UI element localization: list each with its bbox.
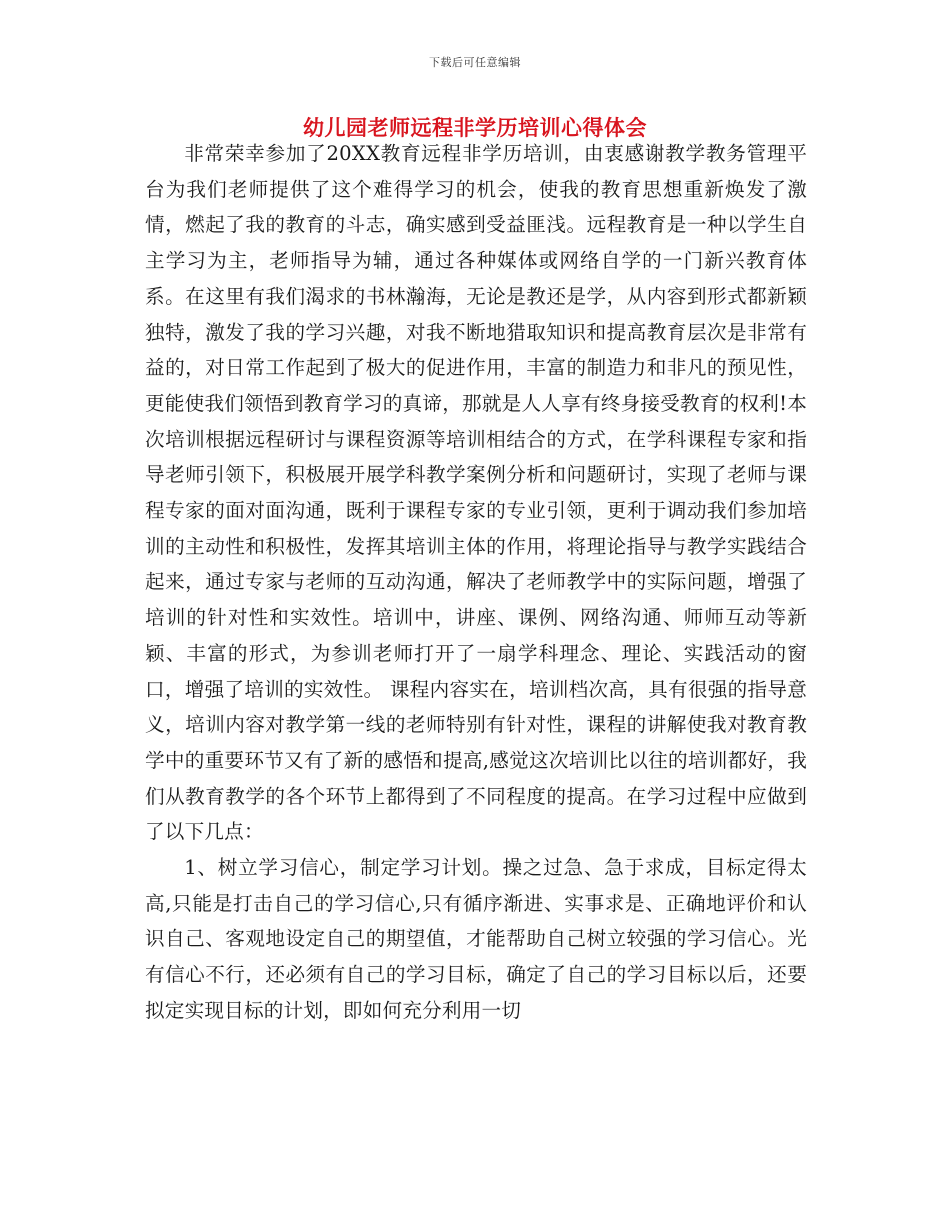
document-title: 幼儿园老师远程非学历培训心得体会 xyxy=(303,115,647,140)
paragraph-point-1: 1、树立学习信心，制定学习计划。操之过急、急于求成，目标定得太高,只能是打击自己的学习信心,只有循序渐进、实事求是、正确地评价和认识自己、客观地设定自己的期望值，才能帮助自己树立较强的学习信心。光有信心不行，还必须有自己的学习目标，确定了自己的学习目标以后，还要拟定实现目标的计划，即如何充分利用一切 xyxy=(145,856,807,1022)
header-note: 下载后可任意编辑 xyxy=(429,56,521,69)
paragraph-intro: 非常荣幸参加了20XX教育远程非学历培训，由衷感谢教学教务管理平台为我们老师提供了这个难得学习的机会，使我的教育思想重新焕发了激情，燃起了我的教育的斗志，确实感到受益匪浅。远程教育是一种以学生自主学习为主，老师指导为辅，通过各种媒体或网络自学的一门新兴教育体系。在这里有我们渴求的书林瀚海，无论是教还是学，从内容到形式都新颖独特，激发了我的学习兴趣，对我不断地猎取知识和提高教育层次是非常有益的，对日常工作起到了极大的促进作用，丰富的制造力和非凡的预见性，更能使我们领悟到教育学习的真谛，那就是人人享有终身接受教育的权利!本次培训根据远程研讨与课程资源等培训相结合的方式，在学科课程专家和指导老师引领下，积极展开展学科教学案例分析和问题研讨，实现了老师与课程专家的面对面沟通，既利于课程专家的专业引领，更利于调动我们参加培训的主动性和积极性，发挥其培训主体的作用，将理论指导与教学实践结合起来，通过专家与老师的互动沟通，解决了老师教学中的实际问题，增强了培训的针对性和实效性。培训中，讲座、课例、网络沟通、师师互动等新颖、丰富的形式，为参训老师打开了一扇学科理念、理论、实践活动的窗口，增强了培训的实效性。 课程内容实在，培训档次高，具有很强的指导意义，培训内容对教学第一线的老师特别有针对性，课程的讲解使我对教育教学中的重要环节又有了新的感悟和提高,感觉这次培训比以往的培训都好，我们从教育教学的各个环节上都得到了不同程度的提高。在学习过程中应做到了以下几点： xyxy=(145,142,807,844)
document-body xyxy=(145,136,807,1029)
